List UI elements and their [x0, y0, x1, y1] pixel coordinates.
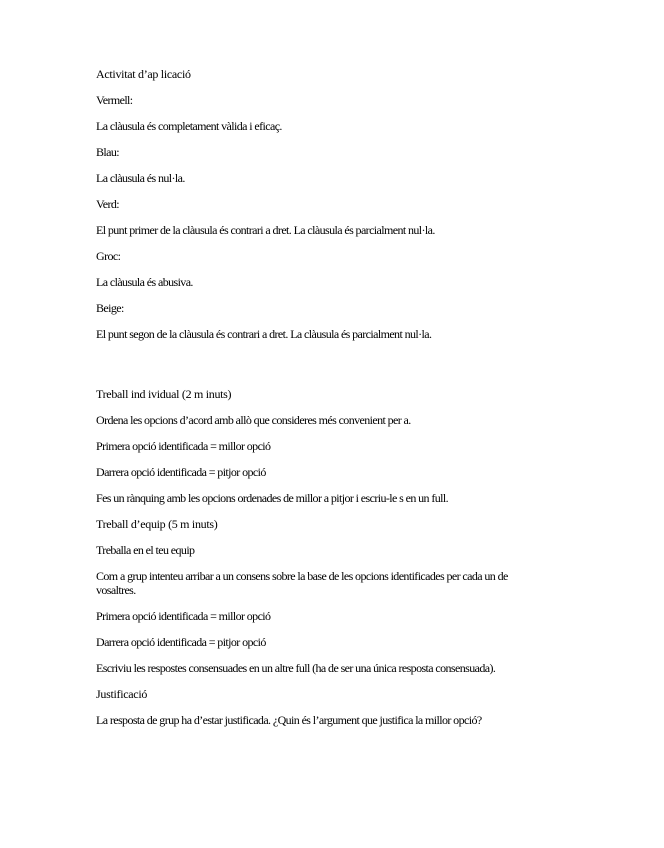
team-work-heading: Treball d’equip (5 m inuts) — [96, 517, 218, 531]
justification-text: La resposta de grup ha d’estar justificada. ¿Quin és l’argument que justifica la millor opció? — [96, 713, 482, 727]
option-blue-text: La clàusula és nul·la. — [96, 171, 185, 185]
option-yellow-text: La clàusula és abusiva. — [96, 275, 193, 289]
consensus-instruction: Com a grup intenteu arribar a un consens sobre la base de les opcions identificades per cada un de vosaltres. — [96, 569, 508, 597]
option-green-text: El punt primer de la clàusula és contrari a dret. La clàusula és parcialment nul·la. — [96, 223, 435, 237]
option-green-label: Verd: — [96, 197, 119, 211]
write-answers-instruction: Escriviu les respostes consensuades en un altre full (ha de ser una única resposta consensuada). — [96, 661, 496, 675]
first-option-note: Primera opció identificada = millor opció — [96, 439, 271, 453]
team-first-option-note: Primera opció identificada = millor opció — [96, 609, 271, 623]
justification-heading: Justificació — [96, 687, 148, 701]
option-red-label: Vermell: — [96, 93, 133, 107]
option-blue-label: Blau: — [96, 145, 119, 159]
ranking-instruction: Fes un rànquing amb les opcions ordenades de millor a pitjor i escriu-le s en un full. — [96, 491, 448, 505]
individual-work-heading: Treball ind ividual (2 m inuts) — [96, 387, 232, 401]
option-red-text: La clàusula és completament vàlida i eficaç. — [96, 119, 282, 133]
option-beige-text: El punt segon de la clàusula és contrari a dret. La clàusula és parcialment nul·la. — [96, 327, 432, 341]
option-yellow-label: Groc: — [96, 249, 121, 263]
last-option-note: Darrera opció identificada = pitjor opció — [96, 465, 266, 479]
team-last-option-note: Darrera opció identificada = pitjor opció — [96, 635, 266, 649]
option-beige-label: Beige: — [96, 301, 124, 315]
individual-instruction: Ordena les opcions d’acord amb allò que consideres més convenient per a. — [96, 413, 411, 427]
team-instruction: Treballa en el teu equip — [96, 543, 195, 557]
activity-title: Activitat d’ap licació — [96, 67, 191, 81]
